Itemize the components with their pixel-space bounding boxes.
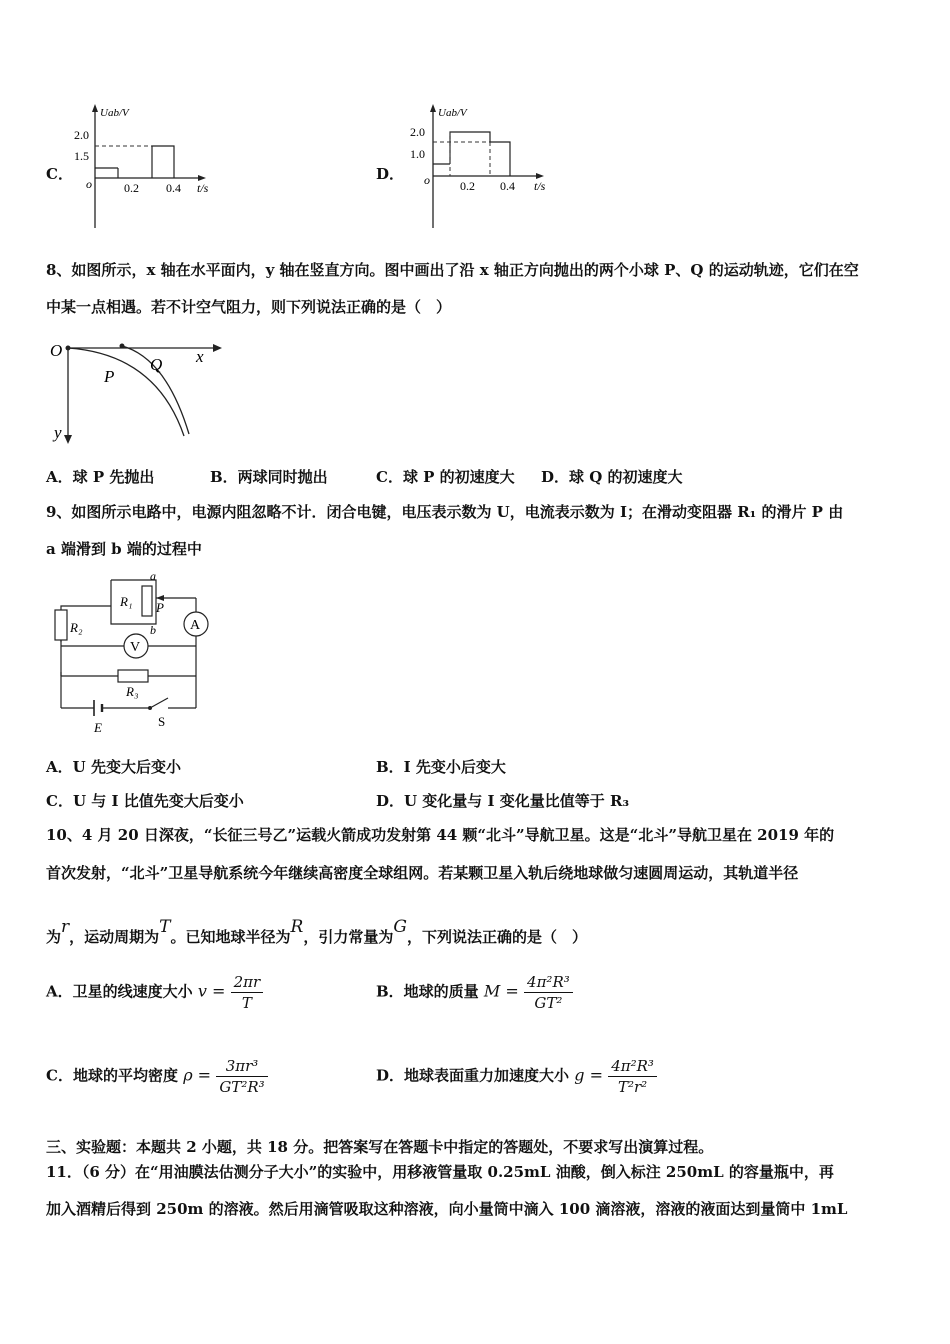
symbol-t: T <box>159 917 171 937</box>
option-d-label: D． <box>376 165 405 183</box>
q8-stem-line1: 8、如图所示，x 轴在水平面内，y 轴在竖直方向。图中画出了沿 x 轴正方向抛出的两个小球 P、Q 的运动轨迹，它们在空 <box>46 261 859 279</box>
y-axis-label: y <box>54 423 62 442</box>
label-voltmeter: V <box>130 640 141 655</box>
formula-fraction: $\frac{2\pi r}{T}$ <box>231 972 264 1013</box>
formula-lhs: v = <box>197 981 226 1001</box>
label-p: P <box>156 600 164 615</box>
q9-option-b[interactable]: B．I 先变小后变大 <box>376 758 506 776</box>
resistor-r3 <box>118 670 148 682</box>
x-axis-label: t/s <box>197 181 209 195</box>
q10-option-c[interactable]: C．地球的平均密度 ρ = $\frac{\text{3πr³}}{\text{GT²R³}}$ <box>46 1056 268 1097</box>
label-e: E <box>94 720 102 735</box>
q8-trajectory-figure <box>46 334 226 446</box>
q8-option-a[interactable]: A．球 P 先抛出 <box>46 468 155 486</box>
y-tick-label: 2.0 <box>410 125 425 139</box>
symbol-r: r <box>61 917 70 937</box>
formula-lhs: g = <box>574 1065 603 1085</box>
curve-label-q: Q <box>150 355 163 374</box>
y-axis-arrow-icon <box>64 435 72 444</box>
q9-stem-line2: a 端滑到 b 端的过程中 <box>46 540 202 558</box>
q8-option-b[interactable]: B．两球同时抛出 <box>210 468 328 486</box>
q9-circuit-diagram <box>46 568 226 738</box>
y-tick-label: 2.0 <box>74 128 89 142</box>
q9-stem-line1: 9、如图所示电路中，电源内阻忽略不计．闭合电键，电压表示数为 U，电流表示数为 I；在滑动变阻器 R₁ 的滑片 P 由 <box>46 503 844 521</box>
y-axis-label: Uab/V <box>100 107 129 119</box>
q8-option-c[interactable]: C．球 P 的初速度大 <box>376 468 515 486</box>
label-r1: R₁ <box>120 594 133 609</box>
q10-stem-line3: 为r，运动周期为T。已知地球半径为R，引力常量为G，下列说法正确的是（ ） <box>46 917 587 946</box>
section-3-heading: 三、实验题：本题共 2 小题，共 18 分。把答案写在答题卡中指定的答题处，不要求写出演算过程。 <box>46 1138 714 1156</box>
q10-option-d[interactable]: D．地球表面重力加速度大小 g = $\frac{\text{4π²R³}}{\text{T²r²}}$ <box>376 1056 657 1097</box>
formula-fraction: $\frac{\text{4π²R³}}{\text{GT²}}$ <box>524 972 573 1013</box>
formula-lhs: M = <box>483 981 519 1001</box>
label-b: b <box>150 623 156 637</box>
y-tick-label: 1.5 <box>74 149 89 163</box>
formula-lhs: ρ = <box>183 1065 212 1085</box>
resistor-r2 <box>55 610 67 640</box>
graph-option-c <box>74 100 230 232</box>
q9-option-d[interactable]: D．U 变化量与 I 变化量比值等于 R₃ <box>376 792 630 810</box>
q10-stem-line2: 首次发射，“北斗”卫星导航系统今年继续高密度全球组网。若某颗卫星入轨后绕地球做匀速圆周运动，其轨道半径 <box>46 864 799 882</box>
x-axis-label: x <box>196 347 204 366</box>
label-r2: R₂ <box>70 620 83 635</box>
label-a: a <box>150 569 156 583</box>
q11-stem-line2: 加入酒精后得到 250m 的溶液。然后用滴管吸取这种溶液，向小量筒中滴入 100 滴溶液，溶液的液面达到量筒中 1mL <box>46 1200 848 1218</box>
resistor-r1 <box>142 586 152 616</box>
label-r3: R₃ <box>126 684 139 699</box>
trajectory-p <box>68 348 184 436</box>
label-ammeter: A <box>190 618 201 633</box>
symbol-g: G <box>393 917 407 937</box>
signal-pulse <box>450 132 510 176</box>
switch-blade <box>150 698 168 708</box>
x-tick-label: 0.4 <box>500 179 515 193</box>
origin-label: o <box>424 173 430 187</box>
y-axis-arrow-icon <box>92 104 98 112</box>
q10-option-b[interactable]: B．地球的质量 M = $\frac{\text{4π²R³}}{\text{GT²}}$ <box>376 972 573 1013</box>
y-tick-label: 1.0 <box>410 147 425 161</box>
origin-label: O <box>50 341 63 360</box>
q11-stem-line1: 11．（6 分）在“用油膜法估测分子大小”的实验中，用移液管量取 0.25mL 油酸，倒入标注 250mL 的容量瓶中，再 <box>46 1163 834 1181</box>
x-tick-label: 0.4 <box>166 181 181 195</box>
origin-label: o <box>86 177 92 191</box>
q10-stem-line1: 10、4 月 20 日深夜，“长征三号乙”运载火箭成功发射第 44 颗“北斗”导航卫星。这是“北斗”导航卫星在 2019 年的 <box>46 826 835 844</box>
wire <box>61 606 111 642</box>
x-tick-label: 0.2 <box>124 181 139 195</box>
formula-fraction: $\frac{\text{3πr³}}{\text{GT²R³}}$ <box>216 1056 267 1097</box>
q8-stem-line2: 中某一点相遇。若不计空气阻力，则下列说法正确的是（ ） <box>46 298 452 316</box>
q8-option-d[interactable]: D．球 Q 的初速度大 <box>541 468 683 486</box>
q9-option-a[interactable]: A．U 先变大后变小 <box>46 758 181 776</box>
curve-label-p: P <box>104 367 115 386</box>
graph-option-d <box>410 100 568 232</box>
symbol-big-r: R <box>290 917 304 937</box>
option-c-label: C． <box>46 165 73 183</box>
y-axis-label: Uab/V <box>438 107 467 119</box>
x-axis-arrow-icon <box>213 344 222 352</box>
formula-fraction: $\frac{\text{4π²R³}}{\text{T²r²}}$ <box>608 1056 657 1097</box>
x-axis-label: t/s <box>534 179 546 193</box>
label-s: S <box>158 714 166 729</box>
signal-pulse <box>152 146 174 178</box>
y-axis-arrow-icon <box>430 104 436 112</box>
q9-option-c[interactable]: C．U 与 I 比值先变大后变小 <box>46 792 244 810</box>
q10-option-a[interactable]: A．卫星的线速度大小 v = $\frac{2\pi r}{T}$ <box>46 972 263 1013</box>
x-tick-label: 0.2 <box>460 179 475 193</box>
